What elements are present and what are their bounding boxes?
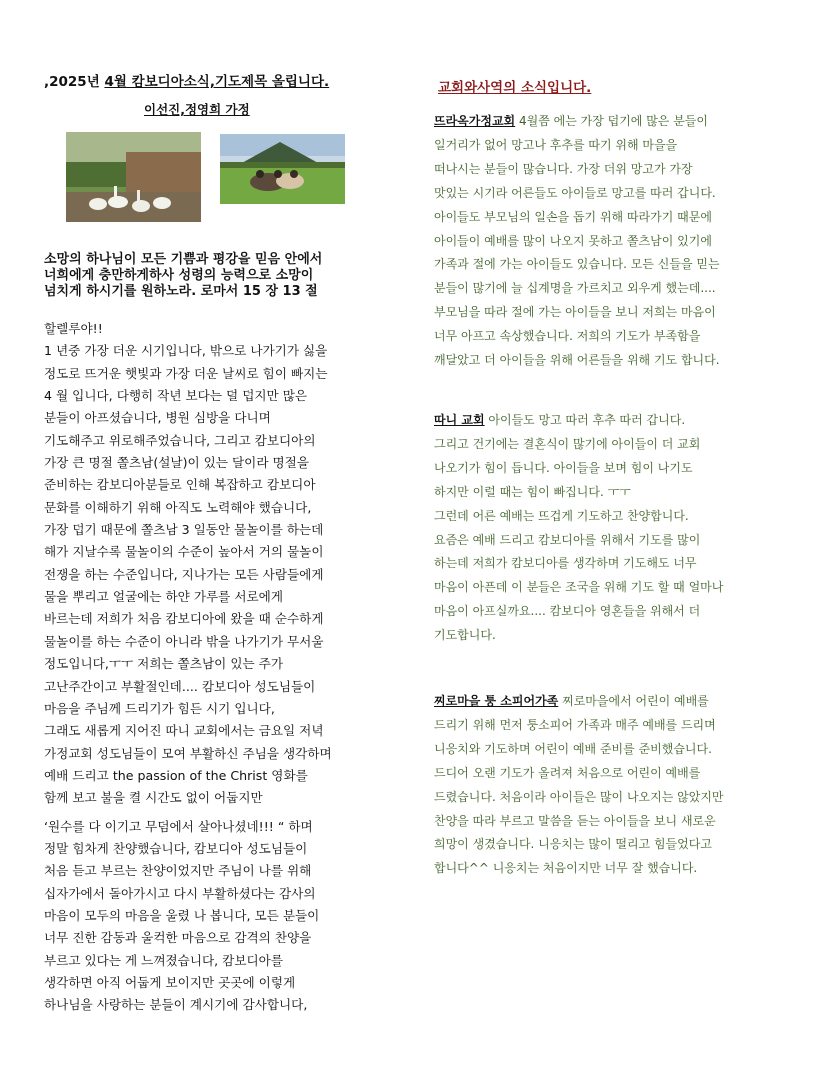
body-line: 바르는데 저희가 처음 캄보디아에 왔을 때 순수하게 (44, 611, 324, 627)
body-line: 아이들도 부모님의 일손을 돕기 위해 따라가기 때문에 (434, 209, 712, 224)
body-line: 전쟁을 하는 수준입니다, 지나가는 모든 사람들에게 (44, 566, 324, 582)
body-line: 4월쯤 에는 가장 덥기에 많은 분들이 (515, 114, 708, 128)
body-line: 하지만 이럴 때는 힘이 빠집니다. ㅜㅜ (434, 484, 631, 499)
body-line: 가정교회 성도님들이 모여 부활하신 주님을 생각하며 (44, 745, 332, 761)
body-line: 찌로마을에서 어린이 예배를 (558, 694, 709, 709)
body-line: 함께 보고 불을 켤 시간도 없이 어둡지만 (44, 790, 263, 806)
body-line: 합니다^^ 니응치는 처음이지만 너무 잘 했습니다. (434, 861, 698, 876)
verse-line: 너희에게 충만하게하사 성령의 능력으로 소망이 (44, 268, 314, 283)
body-line: 니응치와 기도하며 어린이 예배 준비를 준비했습니다. (434, 741, 712, 756)
body-line: 드리기 위해 먼저 퉁소피어 가족과 매주 예배를 드리며 (434, 717, 716, 732)
body-line: 가장 덥기 때문에 쫄츠남 3 일동안 물놀이를 하는데 (44, 522, 324, 538)
body-line: 마음을 주님께 드리기가 힘든 시기 입니다, (44, 700, 275, 716)
body-line: 마음이 아픈데 이 분들은 조국을 위해 기도 할 때 얼마나 (434, 580, 724, 595)
section-tani (434, 409, 814, 648)
title-prefix: ,2025년 (44, 74, 105, 90)
body-line: 기도합니다. (434, 628, 496, 643)
body-line: 정도입니다,ㅜㅜ 저희는 쫄츠남이 있는 주가 (44, 656, 283, 672)
left-column (44, 70, 414, 1017)
body-line: 하나님을 사랑하는 분들이 계시기에 감사합니다, (44, 997, 308, 1013)
body-line: 물놀이를 하는 수준이 아니라 밖을 나가기가 무서울 (44, 633, 324, 649)
body-line: 고난주간이고 부활절인데.... 캄보디아 성도님들이 (44, 678, 316, 694)
body-line: 부르고 있다는 게 느껴졌습니다, 캄보디아를 (44, 952, 283, 968)
body-line: 그런데 어른 예배는 뜨겁게 기도하고 찬양합니다. (434, 508, 689, 523)
body-line: 분들이 많기에 늘 십계명을 가르치고 외우게 했는데.... (434, 281, 716, 296)
body-line: 가족과 절에 가는 아이들도 있습니다. 모든 신들을 믿는 (434, 257, 720, 272)
body-line: 너무 아프고 속상했습니다. 저희의 기도가 부족함을 (434, 329, 701, 344)
body-line: 아이들이 예배를 많이 나오지 못하고 쫄츠남이 있기에 (434, 233, 712, 248)
body-line: 해가 지날수록 물놀이의 수준이 높아서 거의 물놀이 (44, 544, 324, 560)
section-traok (434, 110, 814, 373)
section-first-line (434, 110, 814, 134)
photo-row (44, 132, 414, 224)
right-column (434, 76, 814, 881)
body-line: 마음이 모두의 마음을 울렸 나 봅니다, 모든 분들이 (44, 907, 320, 923)
section-first-line (434, 409, 814, 433)
church-news-title: 교회와사역의 소식입니다. (438, 80, 592, 96)
bible-verse (44, 252, 414, 300)
body-line: 떠나시는 분들이 많습니다. 가장 더위 망고가 가장 (434, 161, 693, 176)
body-line: 마음이 아프실까요.... 캄보디아 영혼들을 위해서 더 (434, 604, 701, 619)
section-chiro (434, 690, 814, 881)
body-line: 맛있는 시기라 어른들도 아이들로 망고를 따러 갑니다. (434, 185, 716, 200)
body-line: 기도해주고 위로해주었습니다, 그리고 캄보디아의 (44, 432, 316, 448)
body-line: 아이들도 망고 따러 후추 따러 갑니다. (484, 412, 686, 427)
body-line: 그리고 건기에는 결혼식이 많기에 아이들이 더 교회 (434, 436, 701, 451)
body-line: 가장 큰 명절 쫄츠남(설날)이 있는 달이라 명절을 (44, 455, 309, 471)
body-line: 준비하는 캄보디아분들로 인해 복잡하고 캄보디아 (44, 477, 316, 493)
body-line: 1 년중 가장 더운 시기입니다, 밖으로 나가기가 싫을 (44, 343, 328, 359)
body-line: 일거리가 없어 망고나 후추를 따기 위해 마을을 (434, 137, 678, 152)
left-body-text (44, 318, 414, 1017)
body-line: 희망이 생겼습니다. 니응치는 많이 떨리고 힘들었다고 (434, 837, 712, 852)
body-line: 깨달았고 더 아이들을 위해 어른들을 위해 기도 합니다. (434, 353, 720, 368)
body-line: 찬양을 따라 부르고 말씀을 듣는 아이들을 보니 새로운 (434, 813, 716, 828)
body-line: 정말 힘차게 찬양했습니다, 캄보디아 성도님들이 (44, 840, 308, 856)
body-line: 정도로 뜨거운 햇빛과 가장 더운 날씨로 힘이 빠지는 (44, 365, 328, 381)
body-line: 할렐루야!! (44, 321, 103, 336)
body-line: 4 월 입니다, 다행히 작년 보다는 덜 덥지만 많은 (44, 388, 308, 404)
body-line: 하는데 저희가 캄보디아를 생각하며 기도해도 너무 (434, 556, 697, 571)
section-label: 찌로마을 퉁 소피어가족 (434, 694, 559, 709)
section-first-line (434, 690, 814, 714)
body-line: 문화를 이해하기 위해 아직도 노력해야 했습니다, (44, 499, 312, 515)
body-line: 너무 진한 감동과 울컥한 마음으로 감격의 찬양을 (44, 930, 312, 946)
body-line: 물을 뿌리고 얼굴에는 하얀 가루를 서로에게 (44, 589, 283, 605)
body-line: ‘원수를 다 이기고 무덤에서 살아나셨네!!! “ 하며 (44, 818, 313, 834)
body-line: 드디어 오랜 기도가 올려져 처음으로 어린이 예배를 (434, 765, 701, 780)
body-line: 분들이 아프셨습니다, 병원 심방을 다니며 (44, 410, 271, 426)
verse-line: 넘치게 하시기를 원하노라. 로마서 15 장 13 절 (44, 284, 318, 299)
body-line: 나오기가 힘이 듭니다. 아이들을 보며 힘이 나기도 (434, 460, 693, 475)
body-line: 요즘은 예배 드리고 캄보디아를 위해서 기도를 많이 (434, 532, 701, 547)
body-line: 처음 듣고 부르는 찬양이었지만 주님이 나를 위해 (44, 863, 312, 879)
family-name: 이선진,정영희 가정 (144, 102, 250, 117)
page-title (44, 70, 414, 90)
section-label: 따니 교회 (434, 412, 485, 427)
geese-photo (66, 132, 201, 222)
verse-line: 소망의 하나님이 모든 기쁨과 평강을 믿음 안에서 (44, 252, 323, 267)
title-main: 4월 캄보디아소식,기도제목 올립니다. (104, 74, 330, 90)
body-line: 드렸습니다. 처음이라 아이들은 많이 나오지는 않았지만 (434, 789, 724, 804)
body-line: 십자가에서 돌아가시고 다시 부활하셨다는 감사의 (44, 885, 316, 901)
body-line: 생각하면 아직 어둡게 보이지만 곳곳에 이렇게 (44, 974, 296, 990)
body-line: 부모님을 따라 절에 가는 아이들을 보니 저희는 마음이 (434, 305, 716, 320)
section-label: 뜨라옥가정교회 (434, 114, 516, 128)
body-line: 예배 드리고 the passion of the Christ 영화를 (44, 767, 308, 783)
body-line: 그래도 새롭게 지어진 따니 교회에서는 금요일 저녁 (44, 723, 324, 739)
group-photo (220, 134, 345, 204)
